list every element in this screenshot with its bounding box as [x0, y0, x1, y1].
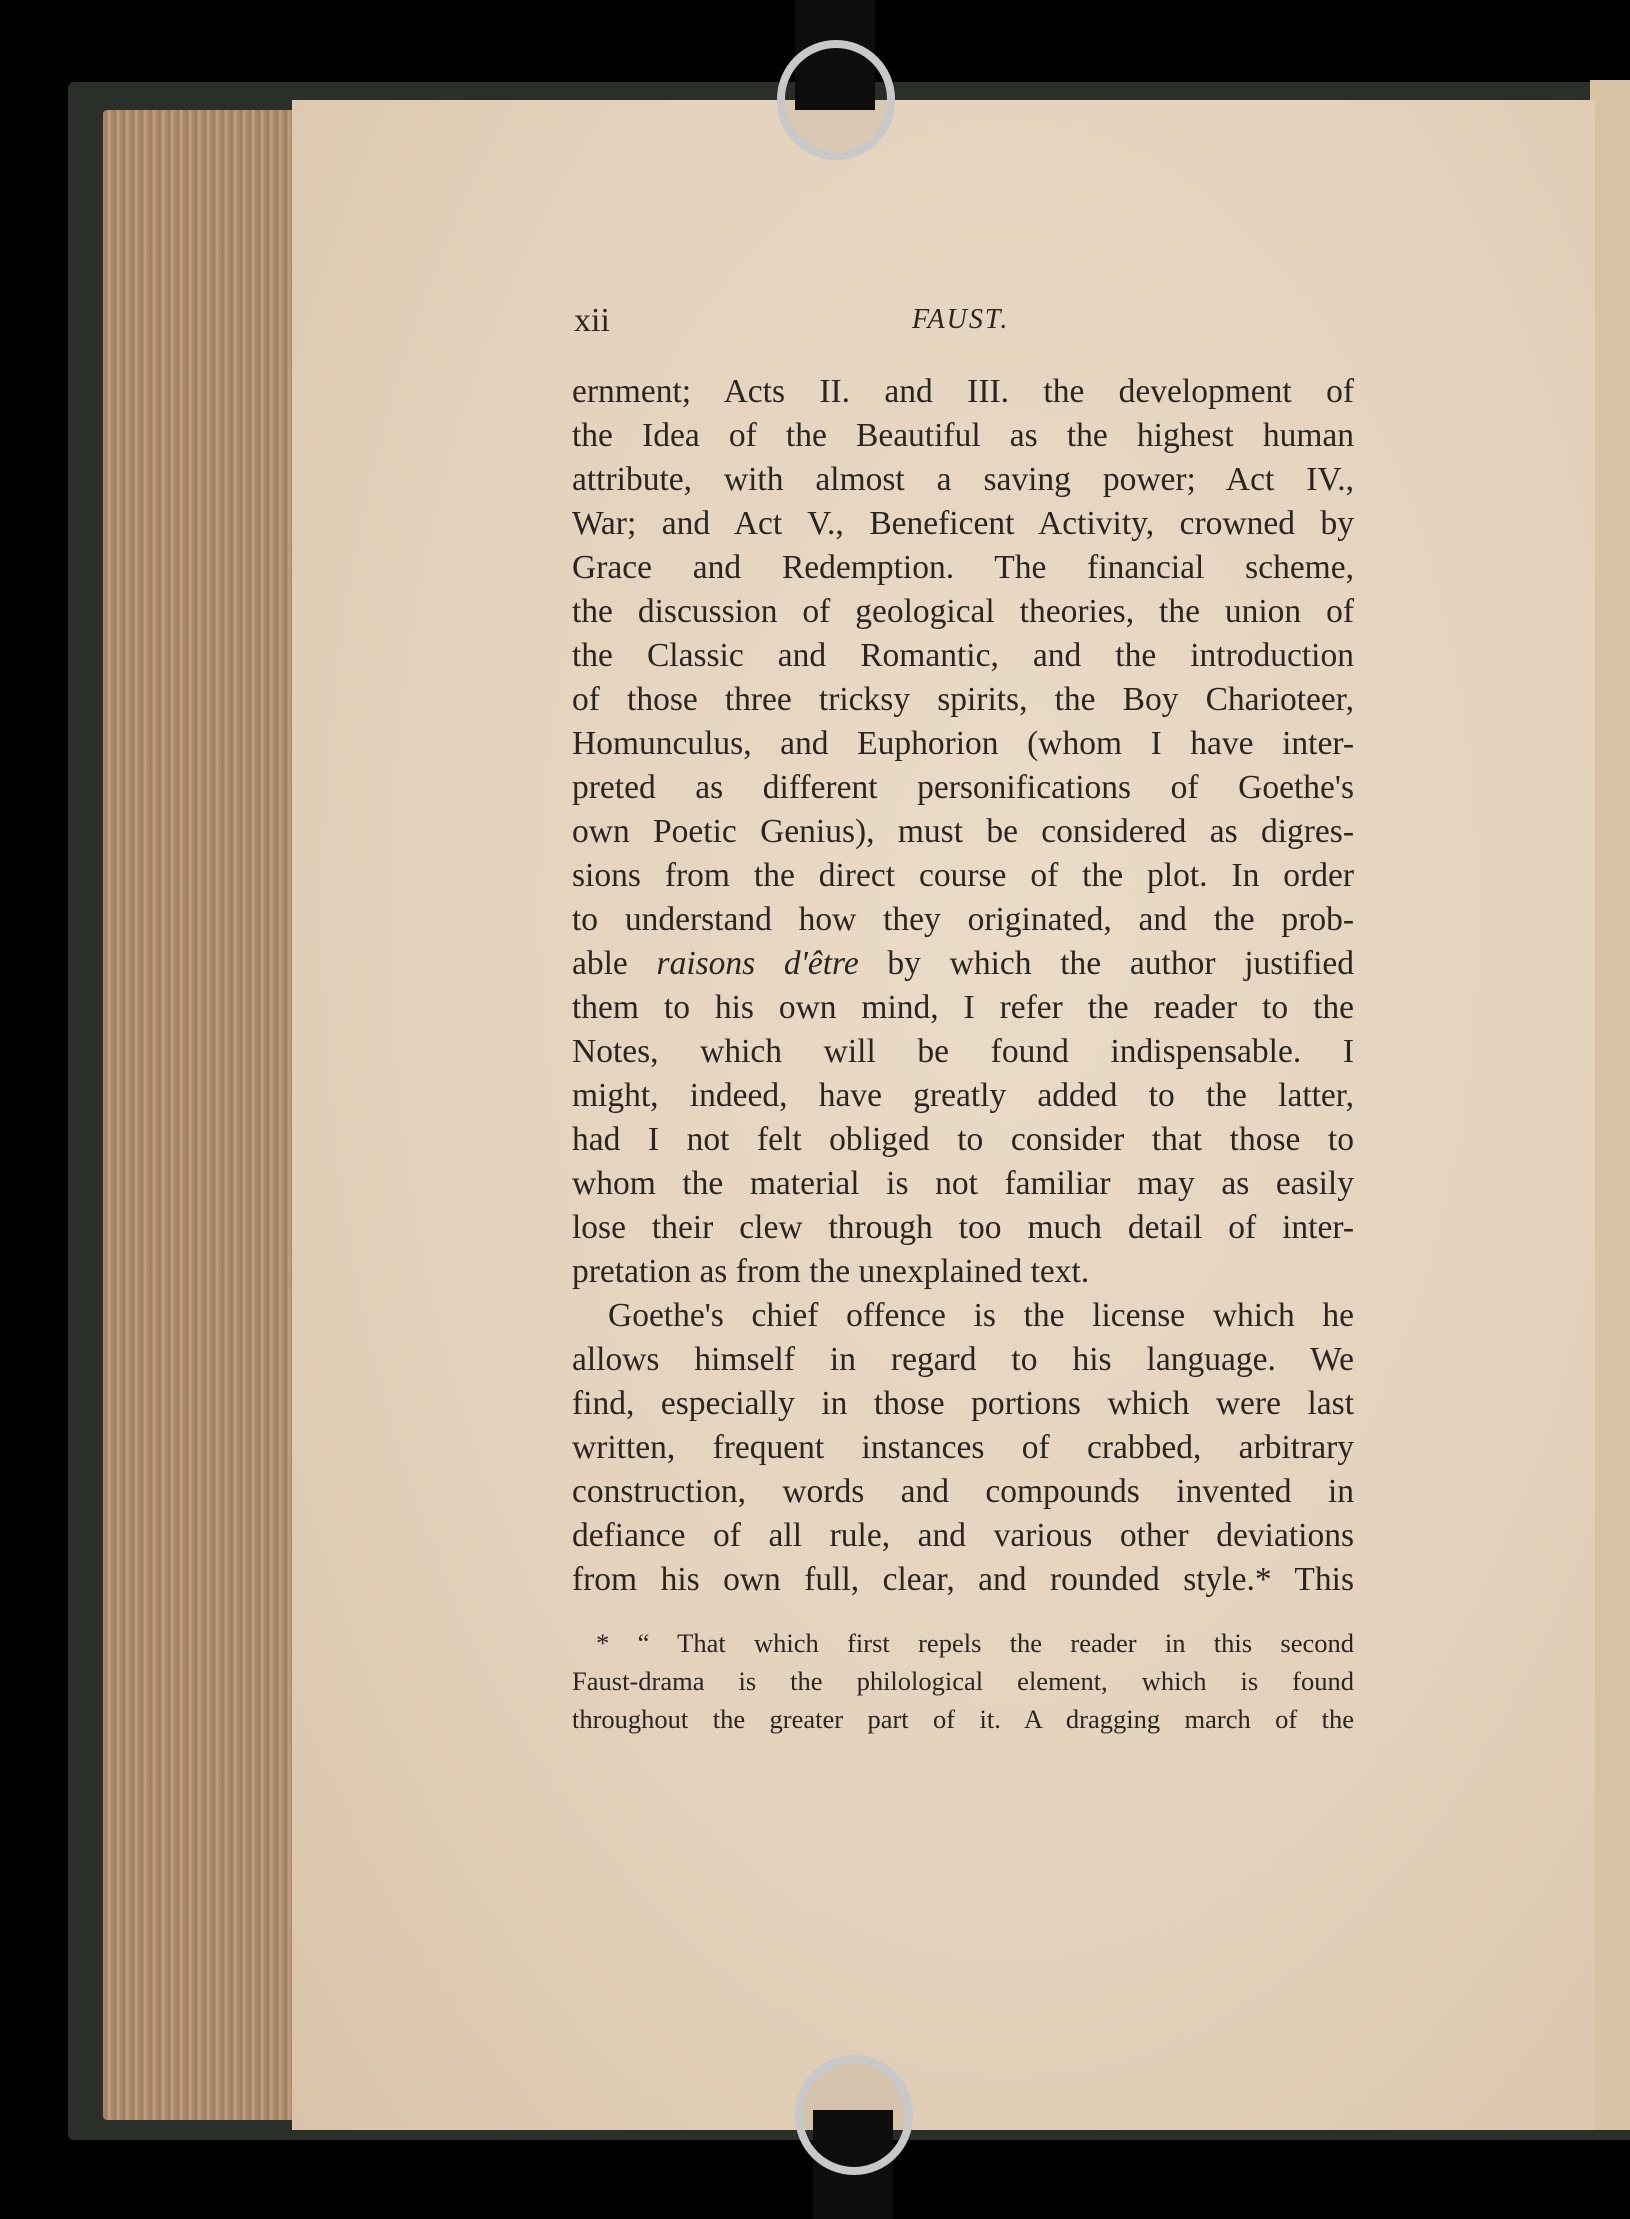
facing-page-edge: [1590, 80, 1630, 2130]
paragraph-start-line: Goethe's chief offence is the license which he: [608, 1297, 1354, 1334]
text-line: written, frequent instances of crabbed, arbitrary: [572, 1429, 1354, 1466]
text-line: the Idea of the Beautiful as the highest human: [572, 417, 1354, 454]
footnote: [572, 1624, 1354, 1738]
text-line: them to his own mind, I refer the reader to the: [572, 989, 1354, 1026]
paragraph-end-line: pretation as from the unexplained text.: [572, 1253, 1090, 1290]
italic-phrase: raisons d'être: [656, 945, 859, 982]
text-line: own Poetic Genius), must be considered as digres-: [572, 813, 1354, 850]
page-edges: [103, 110, 298, 2120]
text-line: of those three tricksy spirits, the Boy Charioteer,: [572, 681, 1354, 718]
text-line: might, indeed, have greatly added to the latter,: [572, 1077, 1354, 1114]
text-line: had I not felt obliged to consider that those to: [572, 1121, 1354, 1158]
text-line: sions from the direct course of the plot. In order: [572, 857, 1354, 894]
text-line: preted as different personifications of Goethe's: [572, 769, 1354, 806]
text-line: Grace and Redemption. The financial scheme,: [572, 549, 1354, 586]
text-line: the discussion of geological theories, the union of: [572, 593, 1354, 630]
text-line: attribute, with almost a saving power; Act IV.,: [572, 461, 1354, 498]
text-line: lose their clew through too much detail of inter-: [572, 1209, 1354, 1246]
text-line: Homunculus, and Euphorion (whom I have inter-: [572, 725, 1354, 762]
text-line: allows himself in regard to his language. We: [572, 1341, 1354, 1378]
text-line: ernment; Acts II. and III. the development of: [572, 373, 1354, 410]
footnote-line: throughout the greater part of it. A dragging march of the: [572, 1704, 1354, 1734]
text-line: to understand how they originated, and the prob-: [572, 901, 1354, 938]
running-title: FAUST.: [912, 304, 1010, 335]
text-line: the Classic and Romantic, and the introduction: [572, 637, 1354, 674]
page-header: [574, 302, 1354, 352]
text-line: construction, words and compounds invented in: [572, 1473, 1354, 1510]
text-line-with-italic: able raisons d'être by which the author justified: [572, 945, 1355, 982]
text-line: whom the material is not familiar may as easily: [572, 1165, 1354, 1202]
text-line: from his own full, clear, and rounded style.* This: [572, 1561, 1354, 1598]
bottom-page-clip: [795, 2055, 913, 2175]
top-page-clip: [777, 40, 895, 160]
footnote-line: Faust-drama is the philological element, which is found: [572, 1666, 1354, 1696]
text-line: War; and Act V., Beneficent Activity, crowned by: [572, 505, 1354, 542]
footnote-line: * “ That which first repels the reader in this second: [596, 1628, 1354, 1658]
body-text: [572, 370, 1354, 1602]
page-number: xii: [574, 302, 610, 339]
text-line: Notes, which will be found indispensable. I: [572, 1033, 1354, 1070]
text-line: defiance of all rule, and various other deviations: [572, 1517, 1354, 1554]
text-line: find, especially in those portions which were last: [572, 1385, 1354, 1422]
